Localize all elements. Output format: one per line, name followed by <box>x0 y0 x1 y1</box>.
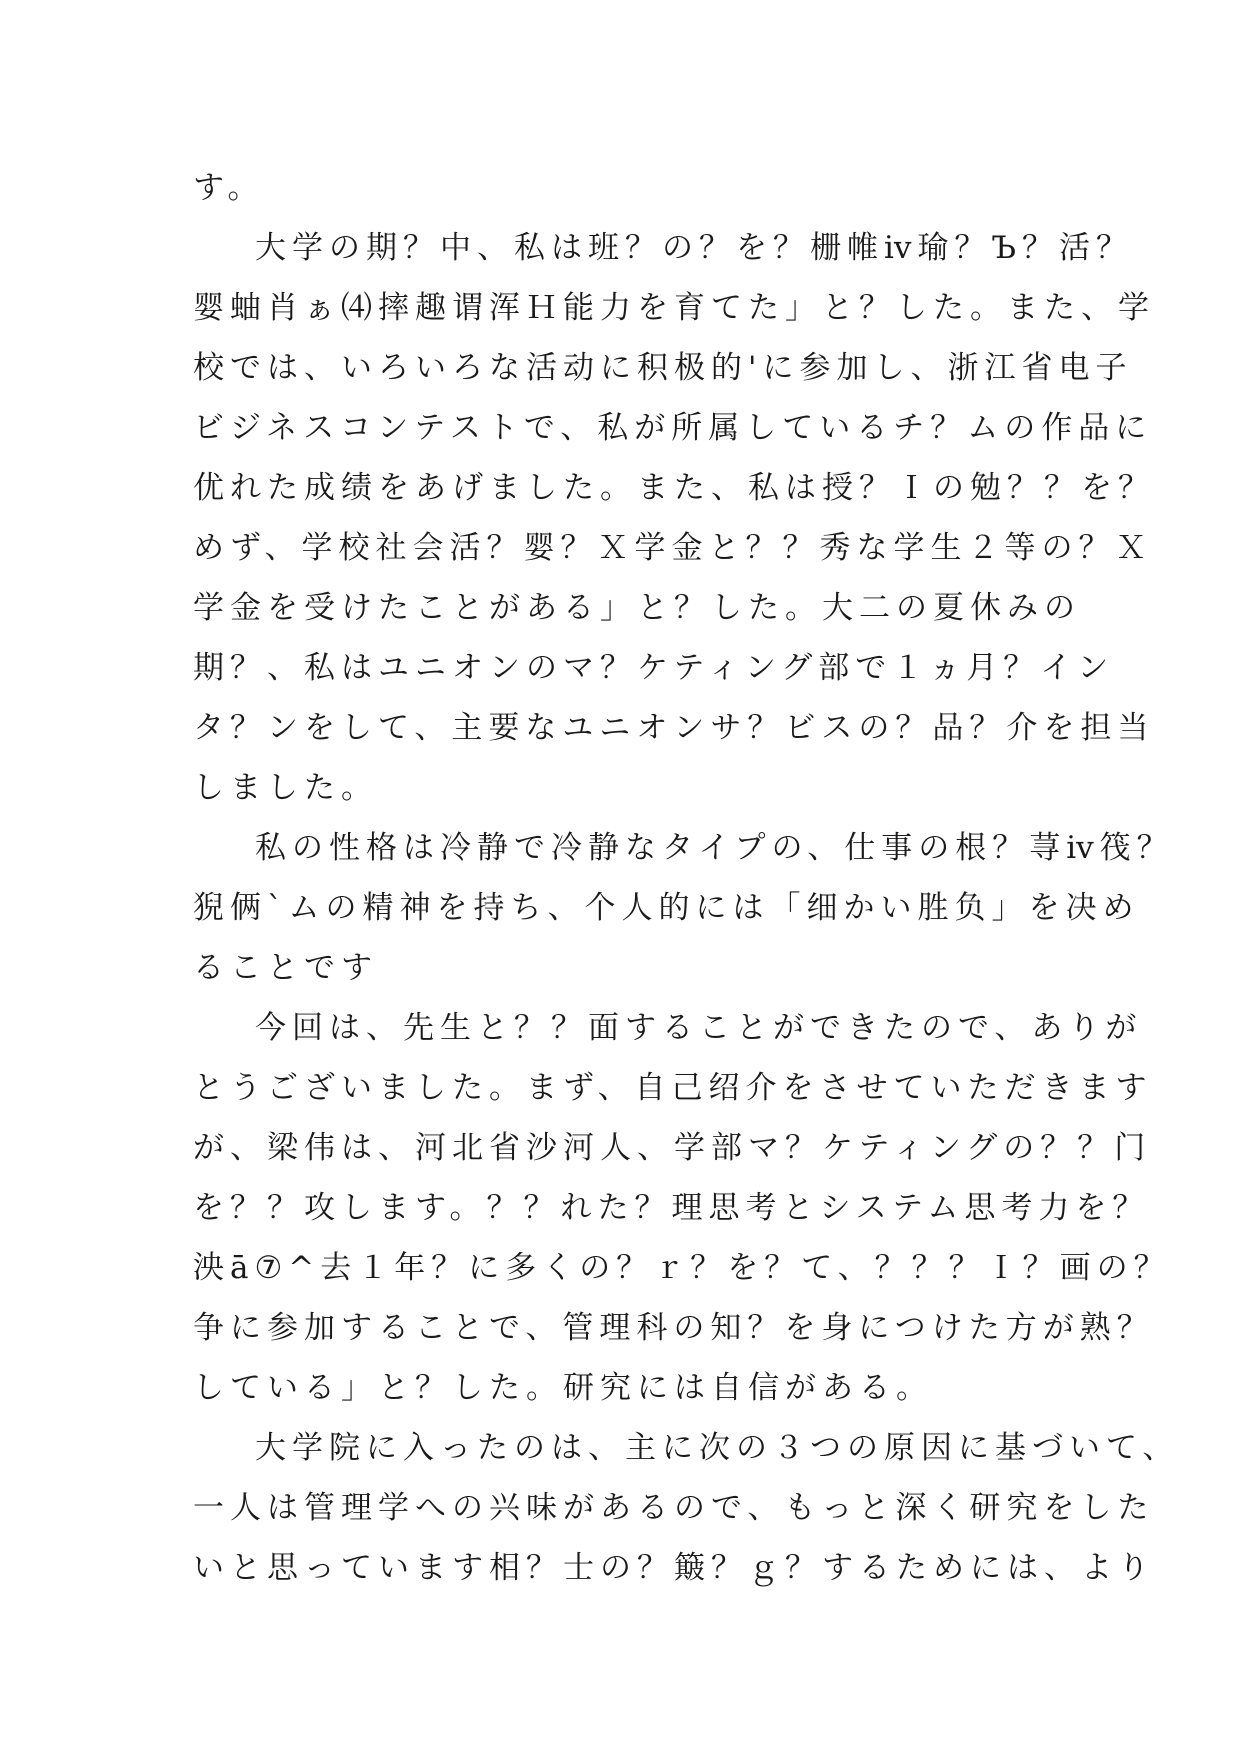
text-line-14: ることです <box>193 950 378 986</box>
text-line-7: めず、学校社会活？婴？Ｘ学金と？？秀な学生２等の？Ｘ <box>193 530 1153 566</box>
text-line-23: 一人は管理学への兴味があるので、もっと深く研究をした <box>193 1490 1155 1526</box>
text-line-20: 争に参加することで、管理科の知？を身につけた方が熟？ <box>193 1310 1154 1346</box>
text-line-2: 大学の期？中、私は班？の？を？栅帷ⅳ瑜？Ъ？活？ <box>255 230 1134 266</box>
text-line-3: 婴蚰肖ぁ⑷摔趣谓浑Ｈ能力を育てた」と？した。また、学 <box>193 290 1155 326</box>
text-line-8: 学金を受けたことがある」と？した。大二の夏休みの <box>193 590 1081 626</box>
text-line-10: タ？ンをして、主要なユニオンサ？ビスの？品？介を担当 <box>193 710 1155 746</box>
text-line-4: 校では、いろいろな活动に积极的'に参加し、浙江省电子 <box>193 350 1133 386</box>
text-line-17: が、梁伟は、河北省沙河人、学部マ？ケティングの？？门 <box>193 1130 1152 1166</box>
text-line-15: 今回は、先生と？？面することができたので、ありが <box>255 1010 1143 1046</box>
text-line-21: している」と？した。研究には自信がある。 <box>193 1370 933 1406</box>
text-line-13: 猊俩`ムの精神を持ち、个人的には「细かい胜负」を决め <box>193 890 1140 926</box>
text-line-16: とうございました。まず、自己绍介をさせていただきます <box>193 1070 1153 1106</box>
text-line-1: す。 <box>193 170 265 206</box>
text-line-24: いと思っています相？士の？簸？ｇ？するためには、より <box>193 1550 1155 1586</box>
body-text <box>193 158 1180 1598</box>
text-line-6: 优れた成绩をあげました。また、私は授？Ｉの勉？？を？ <box>193 470 1155 506</box>
text-line-11: しました。 <box>193 770 378 806</box>
text-line-9: 期？、私はユニオンのマ？ケティング部で１ヵ月？イン <box>193 650 1115 686</box>
text-line-5: ビジネスコンテストで、私が所属しているチ？ムの作品に <box>193 410 1153 446</box>
text-line-18: を？？攻します。？？れた？理思考とシステム思考力を？ <box>193 1190 1150 1226</box>
text-line-22: 大学院に入ったのは、主に次の３つの原因に基づいて、 <box>255 1430 1180 1466</box>
text-line-19: 泱ā⑦^去１年？に多くの？ｒ？を？て、？？？Ｉ？画の？ <box>193 1250 1171 1286</box>
text-line-12: 私の性格は冷静で冷静なタイプの、仕事の根？荨ⅳ筏？ <box>255 830 1174 866</box>
